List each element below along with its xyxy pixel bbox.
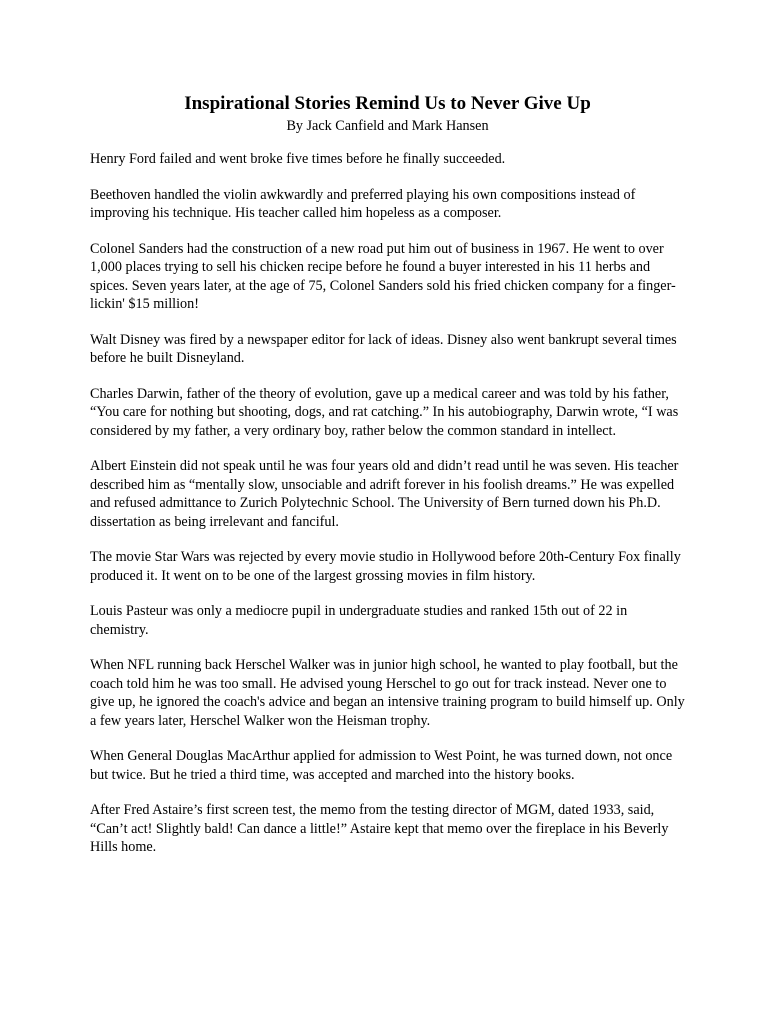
paragraph-charles-darwin: Charles Darwin, father of the theory of evolution, gave up a medical career and was told by his father, “You care for nothing but shooting, dogs, and rat catching.” In his autobiography, Darwin wrote, “I was considered by my father, a very ordinary boy, rather below the common standard in intellect.	[90, 385, 679, 439]
document-byline: By Jack Canfield and Mark Hansen	[286, 118, 489, 134]
paragraph-douglas-macarthur: When General Douglas MacArthur applied for admission to West Point, he was turned down, not once but twice. But he tried a third time, was accepted and marched into the history books.	[90, 748, 673, 783]
paragraph-colonel-sanders: Colonel Sanders had the construction of a new road put him out of business in 1967. He went to over 1,000 places trying to sell his chicken recipe before he found a buyer interested in his 11 herbs and spices. Seven years later, at the age of 75, Colonel Sanders sold his fried chicken company for a finger-lickin' $15 million!	[90, 240, 676, 312]
paragraph-beethoven: Beethoven handled the violin awkwardly and preferred playing his own compositions instead of improving his technique. His teacher called him hopeless as a composer.	[90, 186, 636, 221]
paragraph-herschel-walker: When NFL running back Herschel Walker was in junior high school, he wanted to play football, but the coach told him he was too small. He advised young Herschel to go out for track instead. Never one to give up, he ignored the coach's advice and began an intensive training program to build himself up. Only a few years later, Herschel Walker won the Heisman trophy.	[90, 657, 685, 729]
paragraph-walt-disney: Walt Disney was fired by a newspaper editor for lack of ideas. Disney also went bankrupt several times before he built Disneyland.	[90, 331, 677, 366]
paragraph-henry-ford: Henry Ford failed and went broke five times before he finally succeeded.	[90, 151, 506, 167]
document-page	[90, 91, 685, 874]
paragraph-fred-astaire: After Fred Astaire’s first screen test, the memo from the testing director of MGM, dated 1933, said, “Can’t act! Slightly bald! Can dance a little!” Astaire kept that memo over the fireplace in his Beverly Hills home.	[90, 802, 669, 855]
paragraph-albert-einstein: Albert Einstein did not speak until he was four years old and didn’t read until he was seven. His teacher described him as “mentally slow, unsociable and adrift forever in his foolish dreams.” He was expelled and refused admittance to Zurich Polytechnic School. The University of Bern turned down his Ph.D. dissertation as being irrelevant and fanciful.	[90, 458, 679, 530]
paragraph-star-wars: The movie Star Wars was rejected by every movie studio in Hollywood before 20th-Century Fox finally produced it. It went on to be one of the largest grossing movies in film history.	[90, 549, 681, 584]
document-title: Inspirational Stories Remind Us to Never Give Up	[184, 93, 591, 114]
paragraph-louis-pasteur: Louis Pasteur was only a mediocre pupil in undergraduate studies and ranked 15th out of 22 in chemistry.	[90, 603, 628, 638]
